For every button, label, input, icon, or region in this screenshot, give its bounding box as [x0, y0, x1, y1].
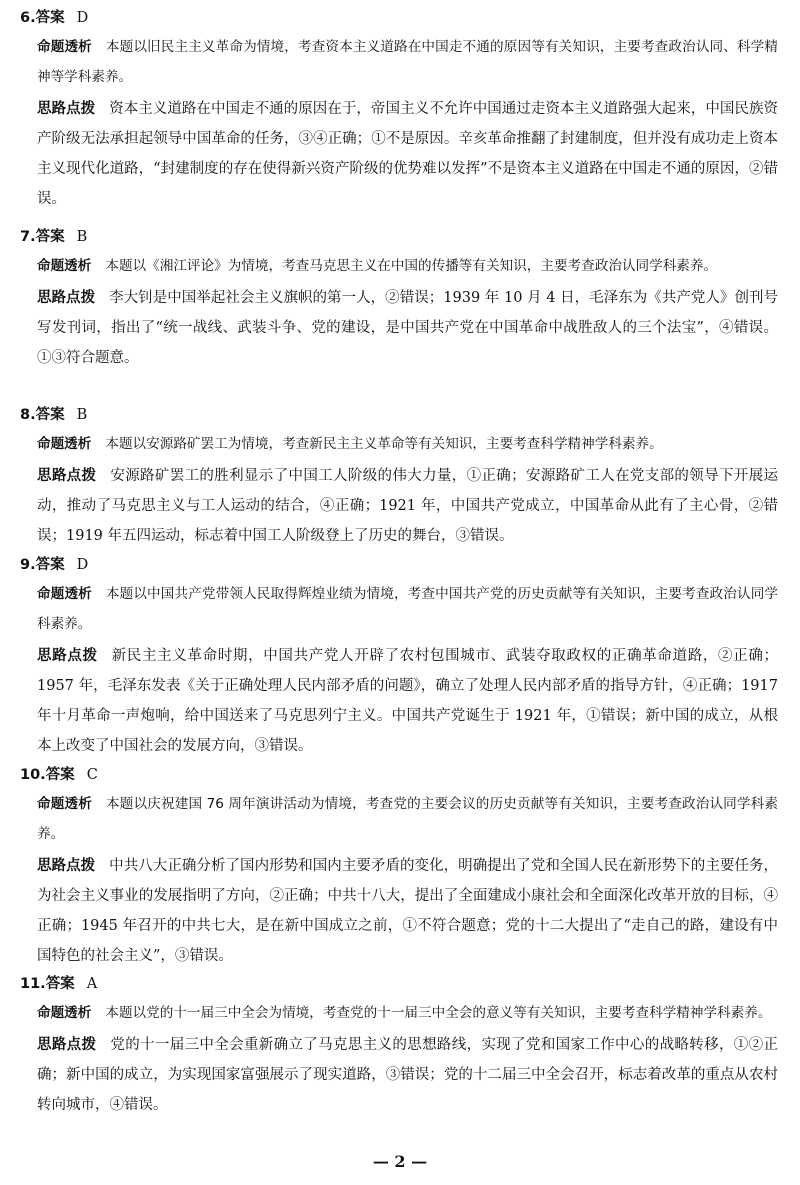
question-number: 8. — [20, 407, 36, 423]
hint-text: 党的十一届三中全会重新确立了马克思主义的思想路线，实现了党和国家工作中心的战略转移，①②正确；新中国的成立，为实现国家富强展示了现实道路，③错误；党的十二届三中全会召开，标志着改革的重点从农村转向城市，④错误。 — [37, 1037, 778, 1113]
answer-label: 答案 — [35, 10, 65, 26]
answer-item-8 — [20, 405, 778, 551]
analysis-paragraph — [37, 789, 778, 849]
answer-item-10 — [20, 765, 778, 971]
hint-paragraph — [37, 1030, 778, 1120]
question-number: 6. — [20, 10, 36, 26]
answer-label: 答案 — [35, 557, 65, 573]
answer-value: C — [86, 767, 98, 783]
question-header — [20, 765, 778, 787]
hint-text: 新民主主义革命时期，中国共产党人开辟了农村包围城市、武装夺取政权的正确革命道路，②正确；1957 年，毛泽东发表《关于正确处理人民内部矛盾的问题》，确立了处理人民内部矛盾的指导方针，④正确；1917 年十月革命一声炮响，给中国送来了马克思列宁主义。中国共产党诞生于 1921 年，①错误；新中国的成立，从根本上改变了中国社会的发展方向，③错误。 — [37, 648, 778, 754]
analysis-label: 命题透析 — [37, 39, 92, 55]
answer-label: 答案 — [45, 767, 75, 783]
question-header — [20, 974, 778, 996]
analysis-label: 命题透析 — [37, 796, 92, 812]
analysis-label: 命题透析 — [37, 436, 92, 452]
question-header — [20, 405, 778, 427]
question-header — [20, 227, 778, 249]
question-header — [20, 555, 778, 577]
analysis-text: 本题以《湘江评论》为情境，考查马克思主义在中国的传播等有关知识，主要考查政治认同学科素养。 — [105, 258, 718, 274]
analysis-paragraph — [37, 998, 778, 1028]
analysis-label: 命题透析 — [37, 1005, 92, 1021]
hint-text: 安源路矿罢工的胜利显示了中国工人阶级的伟大力量，①正确；安源路矿工人在党支部的领导下开展运动，推动了马克思主义与工人运动的结合，④正确；1921 年，中国共产党成立，中国革命从此有了主心骨，②错误；1919 年五四运动，标志着中国工人阶级登上了历史的舞台，③错误。 — [37, 468, 778, 544]
answer-item-6 — [20, 8, 778, 214]
answer-value: D — [76, 557, 89, 573]
hint-paragraph — [37, 94, 778, 214]
answer-label: 答案 — [45, 976, 75, 992]
hint-paragraph — [37, 851, 778, 971]
hint-text: 资本主义道路在中国走不通的原因在于，帝国主义不允许中国通过走资本主义道路强大起来，中国民族资产阶级无法承担起领导中国革命的任务，③④正确；①不是原因。辛亥革命推翻了封建制度，但并没有成功走上资本主义现代化道路，“封建制度的存在使得新兴资产阶级的优势难以发挥”不是资本主义道路在中国走不通的原因，②错误。 — [37, 101, 779, 207]
hint-paragraph — [37, 641, 778, 761]
question-number: 7. — [20, 229, 36, 245]
question-header — [20, 8, 778, 30]
analysis-text: 本题以庆祝建国 76 周年演讲活动为情境，考查党的主要会议的历史贡献等有关知识，主要考查政治认同学科素养。 — [37, 796, 779, 842]
analysis-paragraph — [37, 251, 778, 281]
hint-paragraph — [37, 461, 778, 551]
hint-label: 思路点拨 — [37, 290, 96, 306]
analysis-text: 本题以旧民主主义革命为情境，考查资本主义道路在中国走不通的原因等有关知识，主要考查政治认同、科学精神等学科素养。 — [37, 39, 779, 85]
analysis-text: 本题以安源路矿罢工为情境，考查新民主主义革命等有关知识，主要考查科学精神学科素养。 — [105, 436, 663, 452]
analysis-text: 本题以中国共产党带领人民取得辉煌业绩为情境，考查中国共产党的历史贡献等有关知识，主要考查政治认同学科素养。 — [37, 586, 779, 632]
hint-text: 中共八大正确分析了国内形势和国内主要矛盾的变化，明确提出了党和全国人民在新形势下的主要任务，为社会主义事业的发展指明了方向，②正确；中共十八大，提出了全面建成小康社会和全面深化改革开放的目标，④正确；1945 年召开的中共七大，是在新中国成立之前，①不符合题意；党的十二大提出了“走自己的路，建设有中国特色的社会主义”，③错误。 — [37, 858, 779, 964]
hint-paragraph — [37, 283, 778, 373]
question-number: 9. — [20, 557, 36, 573]
analysis-paragraph — [37, 579, 778, 639]
answer-value: B — [76, 407, 88, 423]
answer-item-9 — [20, 555, 778, 761]
question-number: 10. — [20, 767, 46, 783]
answer-item-11 — [20, 974, 778, 1120]
hint-text: 李大钊是中国举起社会主义旗帜的第一人，②错误；1939 年 10 月 4 日，毛泽东为《共产党人》创刊号写发刊词，指出了“统一战线、武装斗争、党的建设，是中国共产党在中国革命中战胜敌人的三个法宝”，④错误。①③符合题意。 — [37, 290, 779, 366]
analysis-paragraph — [37, 429, 778, 459]
hint-label: 思路点拨 — [37, 858, 96, 874]
analysis-paragraph — [37, 32, 778, 92]
answer-value: A — [86, 976, 98, 992]
analysis-text: 本题以党的十一届三中全会为情境，考查党的十一届三中全会的意义等有关知识，主要考查科学精神学科素养。 — [105, 1005, 772, 1021]
hint-label: 思路点拨 — [37, 1037, 97, 1053]
answer-item-7 — [20, 227, 778, 373]
answer-label: 答案 — [35, 407, 65, 423]
answer-value: D — [76, 10, 89, 26]
page-number: — 2 — — [372, 1152, 428, 1171]
question-number: 11. — [20, 976, 46, 992]
analysis-label: 命题透析 — [37, 586, 92, 602]
answer-label: 答案 — [35, 229, 65, 245]
hint-label: 思路点拨 — [37, 101, 96, 117]
analysis-label: 命题透析 — [37, 258, 92, 274]
answer-value: B — [76, 229, 88, 245]
hint-label: 思路点拨 — [37, 468, 97, 484]
hint-label: 思路点拨 — [37, 648, 98, 664]
